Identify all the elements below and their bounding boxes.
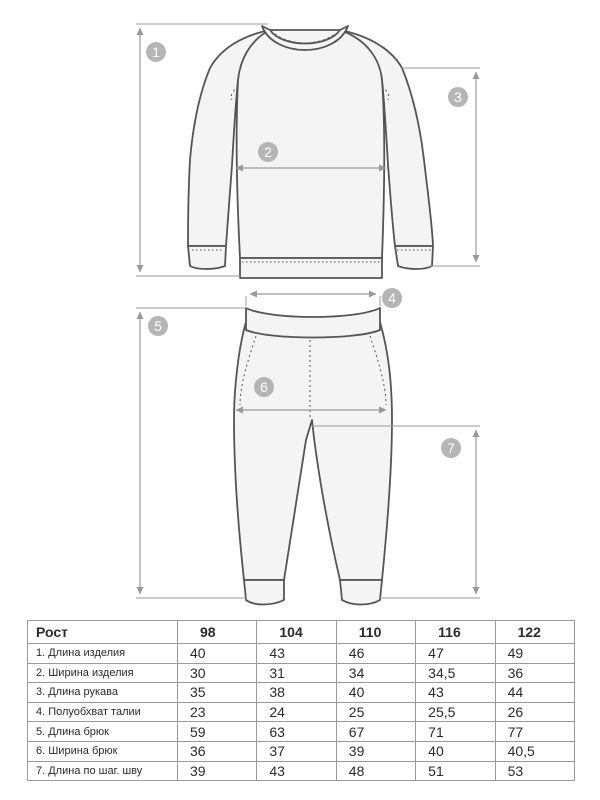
table-cell: 77 — [495, 722, 574, 742]
table-cell: 34 — [336, 663, 415, 683]
table-cell: 71 — [416, 722, 495, 742]
size-header: 98 — [178, 621, 257, 644]
table-cell: 44 — [495, 683, 574, 703]
table-cell: 63 — [257, 722, 336, 742]
table-cell: 39 — [178, 761, 257, 781]
size-chart-table — [27, 620, 575, 781]
size-header: 122 — [495, 621, 574, 644]
table-header-row — [28, 621, 575, 644]
table-cell: 38 — [257, 683, 336, 703]
table-cell: 67 — [336, 722, 415, 742]
row-label: 6. Ширина брюк — [28, 741, 178, 761]
table-cell: 25 — [336, 702, 415, 722]
marker-label-3: 3 — [454, 89, 462, 105]
table-cell: 51 — [416, 761, 495, 781]
row-label: 5. Длина брюк — [28, 722, 178, 742]
table-row — [28, 663, 575, 683]
table-cell: 23 — [178, 702, 257, 722]
table-cell: 47 — [416, 644, 495, 664]
row-label: 4. Полуобхват талии — [28, 702, 178, 722]
table-cell: 59 — [178, 722, 257, 742]
measure-marker-4 — [382, 288, 402, 308]
measure-marker-6 — [254, 377, 274, 397]
table-row — [28, 761, 575, 781]
table-cell: 34,5 — [416, 663, 495, 683]
table-cell: 40 — [336, 683, 415, 703]
table-cell: 37 — [257, 741, 336, 761]
table-cell: 30 — [178, 663, 257, 683]
table-cell: 25,5 — [416, 702, 495, 722]
table-cell: 39 — [336, 741, 415, 761]
measure-marker-3 — [448, 87, 468, 107]
table-row — [28, 702, 575, 722]
table-row — [28, 722, 575, 742]
table-cell: 40 — [416, 741, 495, 761]
marker-label-7: 7 — [447, 440, 455, 456]
table-cell: 35 — [178, 683, 257, 703]
marker-label-2: 2 — [264, 144, 272, 160]
measure-marker-5 — [148, 316, 168, 336]
marker-label-1: 1 — [152, 44, 160, 60]
table-cell: 24 — [257, 702, 336, 722]
size-header: 110 — [336, 621, 415, 644]
table-cell: 26 — [495, 702, 574, 722]
marker-label-6: 6 — [260, 379, 268, 395]
row-label: 2. Ширина изделия — [28, 663, 178, 683]
measure-marker-7 — [441, 438, 461, 458]
marker-label-4: 4 — [388, 290, 396, 306]
row-label: 7. Длина по шаг. шву — [28, 761, 178, 781]
size-header: 116 — [416, 621, 495, 644]
pants-drawing — [234, 308, 392, 605]
row-label: 3. Длина рукава — [28, 683, 178, 703]
table-cell: 40,5 — [495, 741, 574, 761]
table-cell: 46 — [336, 644, 415, 664]
measure-marker-1 — [146, 42, 166, 62]
table-cell: 48 — [336, 761, 415, 781]
table-cell: 43 — [416, 683, 495, 703]
measure-marker-2 — [258, 142, 278, 162]
table-row — [28, 644, 575, 664]
marker-label-5: 5 — [154, 318, 162, 334]
corner-label: Рост — [28, 621, 178, 644]
table-cell: 43 — [257, 644, 336, 664]
table-row — [28, 741, 575, 761]
table-cell: 53 — [495, 761, 574, 781]
table-cell: 36 — [178, 741, 257, 761]
sweatshirt-drawing — [188, 26, 433, 278]
table-cell: 49 — [495, 644, 574, 664]
table-cell: 36 — [495, 663, 574, 683]
table-row — [28, 683, 575, 703]
table-cell: 31 — [257, 663, 336, 683]
size-header: 104 — [257, 621, 336, 644]
table-cell: 40 — [178, 644, 257, 664]
table-cell: 43 — [257, 761, 336, 781]
row-label: 1. Длина изделия — [28, 644, 178, 664]
